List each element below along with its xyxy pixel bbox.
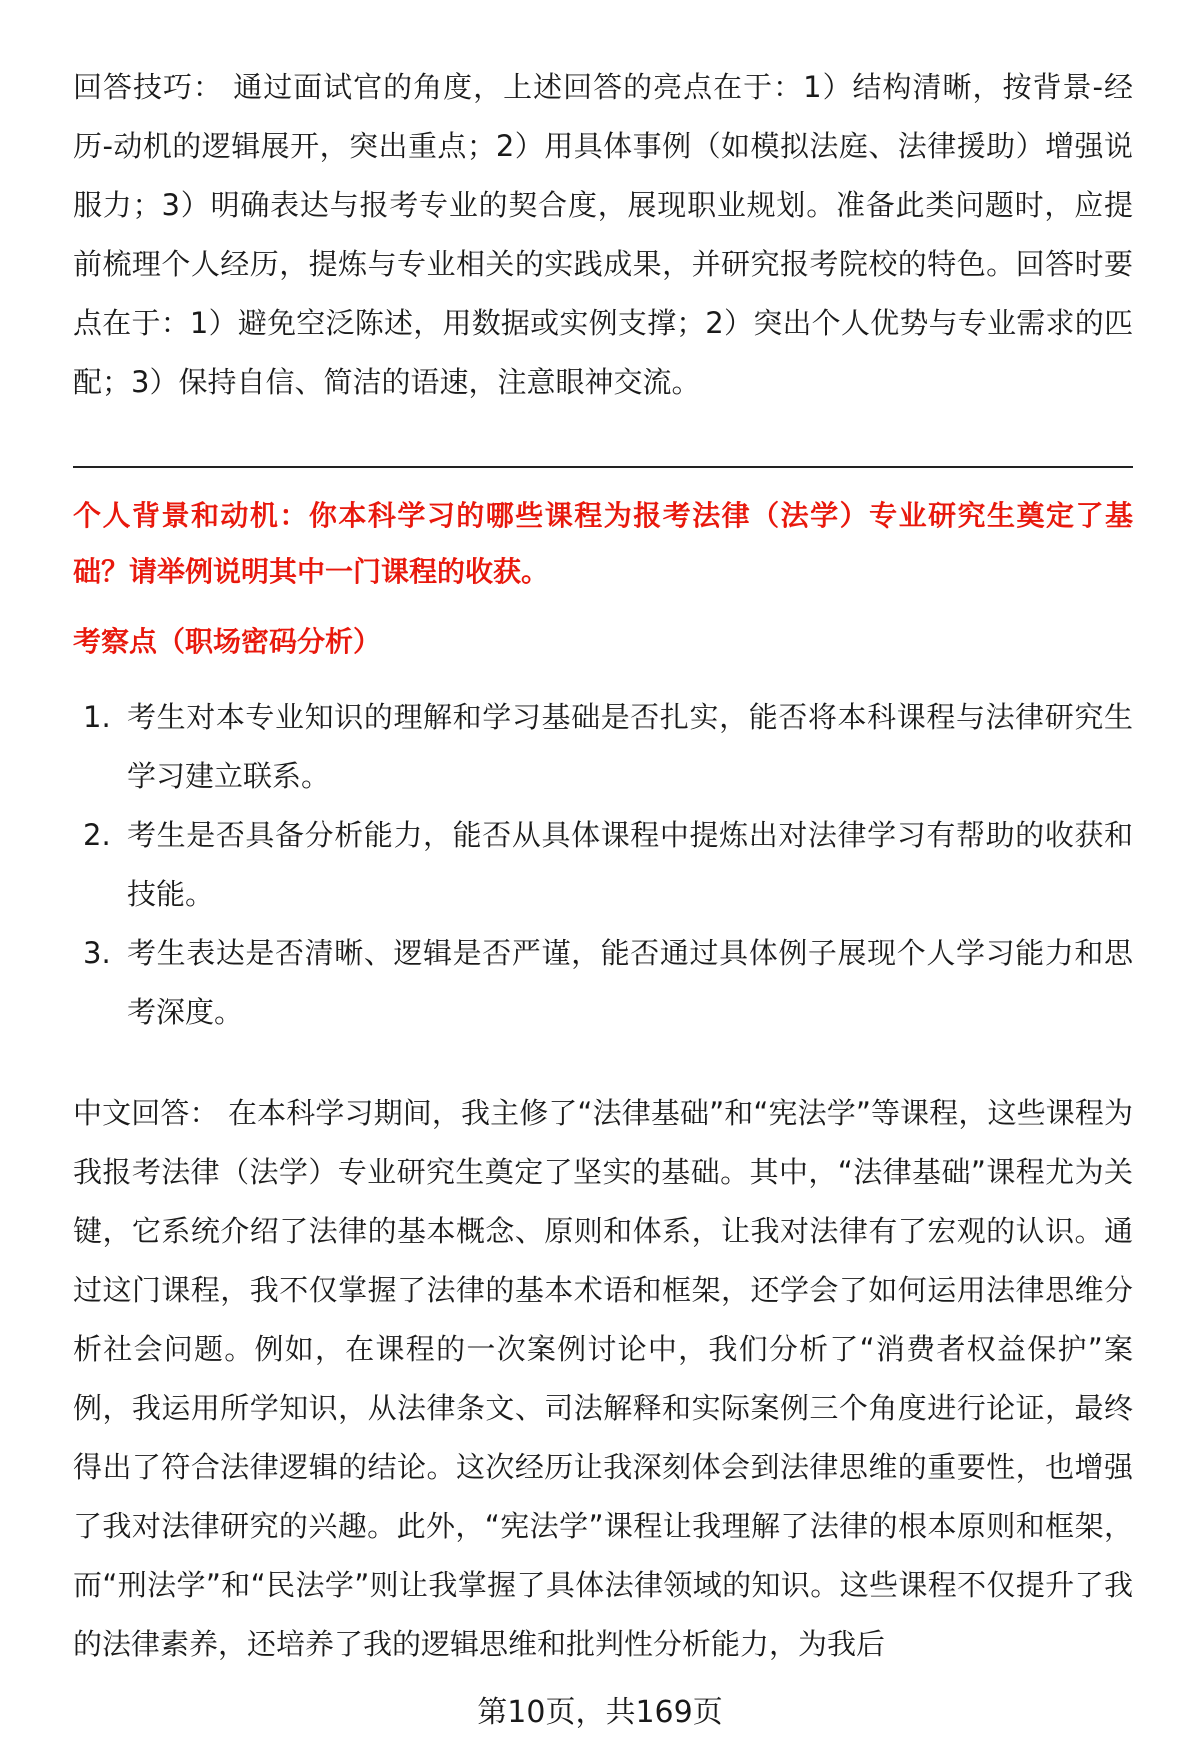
tips-text: 通过面试官的角度，上述回答的亮点在于：1）结构清晰，按背景-经历-动机的逻辑展开，突出重点；2）用具体事例（如模拟法庭、法律援助）增强说服力；3）明确表达与报考专业的契合度，展现职业规划。准备此类问题时，应提前梳理个人经历，提炼与专业相关的实践成果，并研究报考院校的特色。回答时要点在于：1）避免空泛陈述，用数据或实例支撑；2）突出个人优势与专业需求的匹配；3）保持自信、简洁的语速，注意眼神交流。 <box>73 70 1133 399</box>
list-number: 2. <box>83 818 111 852</box>
answer-label: 中文回答： <box>73 1096 219 1130</box>
answer-text: 在本科学习期间，我主修了“法律基础”和“宪法学”等课程，这些课程为我报考法律（法学）专业研究生奠定了坚实的基础。其中，“法律基础”课程尤为关键，它系统介绍了法律的基本概念、原则和体系，让我对法律有了宏观的认识。通过这门课程，我不仅掌握了法律的基本术语和框架，还学会了如何运用法律思维分析社会问题。例如，在课程的一次案例讨论中，我们分析了“消费者权益保护”案例，我运用所学知识，从法律条文、司法解释和实际案例三个角度进行论证，最终得出了符合法律逻辑的结论。这次经历让我深刻体会到法律思维的重要性，也增强了我对法律研究的兴趣。此外，“宪法学”课程让我理解了法律的根本原则和框架，而“刑法学”和“民法学”则让我掌握了具体法律领域的知识。这些课程不仅提升了我的法律素养，还培养了我的逻辑思维和批判性分析能力，为我后 <box>73 1096 1133 1661</box>
list-text: 考生对本专业知识的理解和学习基础是否扎实，能否将本科课程与法律研究生学习建立联系。 <box>127 700 1133 793</box>
question-title: 个人背景和动机：你本科学习的哪些课程为报考法律（法学）专业研究生奠定了基础？请举例说明其中一门课程的收获。 <box>73 499 1133 588</box>
tips-label: 回答技巧： <box>73 70 223 104</box>
assessment-points-list <box>73 688 1133 1042</box>
tips-paragraph <box>73 58 1133 412</box>
list-item <box>73 806 1133 924</box>
section-divider <box>73 466 1133 468</box>
list-text: 考生是否具备分析能力，能否从具体课程中提炼出对法律学习有帮助的收获和技能。 <box>127 818 1133 911</box>
list-number: 3. <box>83 936 111 970</box>
list-number: 1. <box>83 700 111 734</box>
list-text: 考生表达是否清晰、逻辑是否严谨，能否通过具体例子展现个人学习能力和思考深度。 <box>127 936 1133 1029</box>
list-item <box>73 924 1133 1042</box>
answer-paragraph <box>73 1084 1133 1674</box>
document-page <box>73 0 1133 1674</box>
question-subheading: 考察点（职场密码分析） <box>73 625 382 658</box>
list-item <box>73 688 1133 806</box>
page-number: 第10页，共169页 <box>477 1695 723 1730</box>
